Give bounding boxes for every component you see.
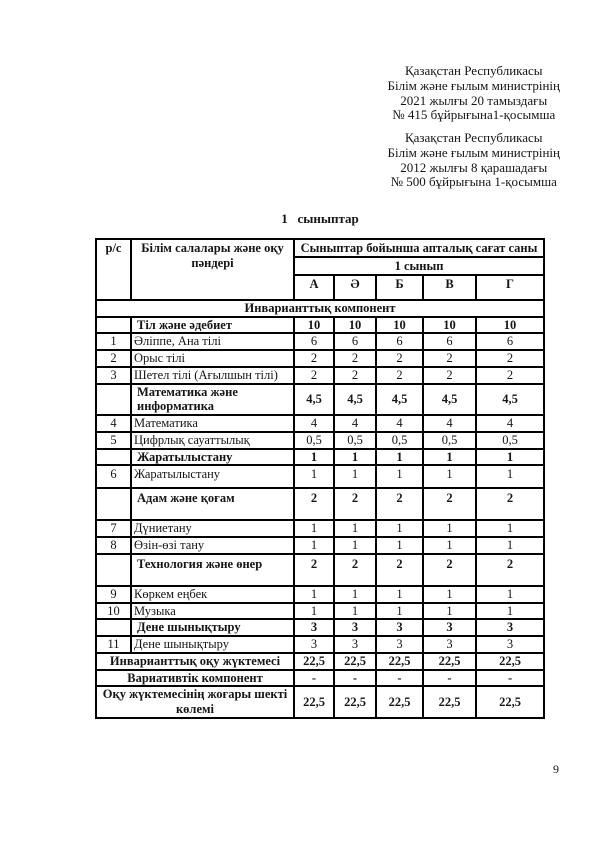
- row-number-cell: 6: [96, 465, 131, 488]
- hours-cell: 2: [476, 488, 544, 520]
- hours-cell: 6: [423, 333, 476, 350]
- row-number-cell: [96, 488, 131, 520]
- hours-cell: 2: [476, 554, 544, 586]
- hours-cell: 1: [294, 449, 334, 466]
- hours-cell: 4: [423, 415, 476, 432]
- hours-cell: -: [476, 670, 544, 687]
- hours-cell: 4,5: [334, 384, 376, 416]
- hours-cell: 1: [476, 449, 544, 466]
- hours-cell: 1: [334, 449, 376, 466]
- subject-cell: Дене шынықтыру: [131, 636, 294, 653]
- table-row: [96, 653, 544, 670]
- annex-line: 2021 жылғы 20 тамыздағы: [400, 92, 548, 108]
- table-row: [96, 432, 544, 449]
- subject-cell: Жаратылыстану: [131, 449, 294, 466]
- hours-cell: 1: [476, 465, 544, 488]
- hours-cell: 3: [376, 619, 423, 636]
- hours-cell: 1: [423, 449, 476, 466]
- hours-cell: 10: [476, 317, 544, 334]
- col-header-span: Сыныптар бойынша апталық сағат саны: [294, 239, 544, 257]
- hours-cell: 1: [294, 537, 334, 554]
- subject-cell: Математика және информатика: [131, 384, 294, 416]
- row-number-cell: [96, 554, 131, 586]
- hours-cell: 1: [334, 520, 376, 537]
- subject-cell: Адам және қоғам: [131, 488, 294, 520]
- hours-cell: 22,5: [334, 653, 376, 670]
- col-header-class-ae: Ә: [334, 275, 376, 300]
- hours-cell: 2: [476, 367, 544, 384]
- curriculum-table: [95, 238, 545, 719]
- subject-cell: Музыка: [131, 603, 294, 620]
- hours-cell: 1: [334, 586, 376, 603]
- hours-cell: 1: [476, 603, 544, 620]
- row-number-cell: 10: [96, 603, 131, 620]
- subject-cell: Көркем еңбек: [131, 586, 294, 603]
- annex-line: Білім және ғылым министрінің: [387, 144, 560, 160]
- hours-cell: 1: [423, 465, 476, 488]
- subject-cell: Тіл және әдебиет: [131, 317, 294, 334]
- table-row: [96, 449, 544, 466]
- hours-cell: 3: [294, 619, 334, 636]
- hours-cell: 2: [294, 350, 334, 367]
- hours-cell: 3: [423, 619, 476, 636]
- hours-cell: 22,5: [376, 686, 423, 718]
- hours-cell: 4,5: [476, 384, 544, 416]
- hours-cell: 4,5: [376, 384, 423, 416]
- row-number-cell: [96, 384, 131, 416]
- hours-cell: 1: [376, 586, 423, 603]
- hours-cell: 10: [376, 317, 423, 334]
- col-header-class-a: А: [294, 275, 334, 300]
- hours-cell: 3: [476, 619, 544, 636]
- hours-cell: 1: [423, 586, 476, 603]
- table-row: [96, 415, 544, 432]
- hours-cell: 2: [423, 350, 476, 367]
- section-banner-row: [96, 300, 544, 317]
- table-row: [96, 586, 544, 603]
- hours-cell: 1: [476, 520, 544, 537]
- annex-line: № 500 бұйрығына 1-қосымша: [390, 174, 557, 190]
- subject-cell: Технология және өнер: [131, 554, 294, 586]
- hours-cell: -: [376, 670, 423, 687]
- hours-cell: 2: [376, 488, 423, 520]
- hours-cell: 1: [294, 603, 334, 620]
- hours-cell: 22,5: [476, 653, 544, 670]
- hours-cell: 0,5: [423, 432, 476, 449]
- table-row: [96, 686, 544, 718]
- row-number-cell: 11: [96, 636, 131, 653]
- total-label-cell: Оқу жүктемесінің жоғары шекті көлемі: [96, 686, 294, 718]
- page-number: 9: [553, 762, 559, 776]
- hours-cell: 6: [334, 333, 376, 350]
- hours-cell: 22,5: [376, 653, 423, 670]
- row-number-cell: 3: [96, 367, 131, 384]
- hours-cell: -: [294, 670, 334, 687]
- row-number-cell: [96, 619, 131, 636]
- hours-cell: -: [423, 670, 476, 687]
- hours-cell: 3: [423, 636, 476, 653]
- table-row: [96, 350, 544, 367]
- annex-note-2: [388, 131, 561, 190]
- hours-cell: 1: [476, 537, 544, 554]
- hours-cell: 10: [294, 317, 334, 334]
- hours-cell: 4,5: [294, 384, 334, 416]
- hours-cell: 22,5: [423, 653, 476, 670]
- hours-cell: 1: [294, 465, 334, 488]
- hours-cell: 22,5: [294, 653, 334, 670]
- col-header-subjects: Білім салалары және оқу пәндері: [131, 239, 294, 300]
- hours-cell: 1: [376, 520, 423, 537]
- row-number-cell: [96, 449, 131, 466]
- row-number-cell: 1: [96, 333, 131, 350]
- header-row-1: [96, 239, 544, 257]
- hours-cell: 4: [476, 415, 544, 432]
- hours-cell: 1: [423, 520, 476, 537]
- total-label-cell: Инварианттық оқу жүктемесі: [96, 653, 294, 670]
- col-header-class-b: Б: [376, 275, 423, 300]
- annex-line: Қазақстан Республикасы: [404, 130, 543, 145]
- hours-cell: 3: [376, 636, 423, 653]
- row-number-cell: 9: [96, 586, 131, 603]
- table-row: [96, 520, 544, 537]
- row-number-cell: 4: [96, 415, 131, 432]
- subject-cell: Жаратылыстану: [131, 465, 294, 488]
- hours-cell: 0,5: [376, 432, 423, 449]
- total-label-cell: Вариативтік компонент: [96, 670, 294, 687]
- hours-cell: 1: [376, 449, 423, 466]
- table-row: [96, 554, 544, 586]
- hours-cell: -: [334, 670, 376, 687]
- annex-line: Білім және ғылым министрінің: [387, 77, 560, 93]
- hours-cell: 4: [376, 415, 423, 432]
- table-row: [96, 619, 544, 636]
- hours-cell: 1: [376, 603, 423, 620]
- subject-cell: Орыс тілі: [131, 350, 294, 367]
- subject-cell: Дүниетану: [131, 520, 294, 537]
- row-number-cell: 7: [96, 520, 131, 537]
- hours-cell: 2: [334, 350, 376, 367]
- table-row: [96, 384, 544, 416]
- table-row: [96, 367, 544, 384]
- section-banner: Инварианттық компонент: [96, 300, 544, 317]
- hours-cell: 4,5: [423, 384, 476, 416]
- hours-cell: 2: [334, 554, 376, 586]
- hours-cell: 0,5: [334, 432, 376, 449]
- table-row: [96, 333, 544, 350]
- table-body: [96, 317, 544, 718]
- page-title: 1 сыныптар: [281, 211, 359, 226]
- table-row: [96, 317, 544, 334]
- hours-cell: 1: [376, 465, 423, 488]
- hours-cell: 2: [423, 488, 476, 520]
- hours-cell: 1: [334, 537, 376, 554]
- hours-cell: 4: [334, 415, 376, 432]
- hours-cell: 3: [334, 636, 376, 653]
- hours-cell: 0,5: [476, 432, 544, 449]
- hours-cell: 0,5: [294, 432, 334, 449]
- hours-cell: 2: [334, 488, 376, 520]
- annex-note-1: [388, 64, 561, 123]
- hours-cell: 1: [423, 603, 476, 620]
- table-row: [96, 537, 544, 554]
- hours-cell: 2: [294, 554, 334, 586]
- hours-cell: 1: [334, 465, 376, 488]
- table-row: [96, 670, 544, 687]
- hours-cell: 1: [294, 520, 334, 537]
- hours-cell: 1: [334, 603, 376, 620]
- hours-cell: 6: [376, 333, 423, 350]
- annex-line: № 415 бұйрығына1-қосымша: [392, 107, 556, 123]
- hours-cell: 3: [476, 636, 544, 653]
- hours-cell: 2: [423, 554, 476, 586]
- annex-line: 2012 жылғы 8 қарашадағы: [400, 159, 548, 175]
- subject-cell: Шетел тілі (Ағылшын тілі): [131, 367, 294, 384]
- subject-cell: Дене шынықтыру: [131, 619, 294, 636]
- hours-cell: 6: [476, 333, 544, 350]
- hours-cell: 2: [376, 554, 423, 586]
- hours-cell: 22,5: [294, 686, 334, 718]
- hours-cell: 2: [423, 367, 476, 384]
- subject-cell: Математика: [131, 415, 294, 432]
- table-row: [96, 465, 544, 488]
- hours-cell: 1: [294, 586, 334, 603]
- subject-cell: Өзін-өзі тану: [131, 537, 294, 554]
- hours-cell: 4: [294, 415, 334, 432]
- row-number-cell: 5: [96, 432, 131, 449]
- hours-cell: 10: [334, 317, 376, 334]
- hours-cell: 2: [294, 488, 334, 520]
- hours-cell: 22,5: [476, 686, 544, 718]
- hours-cell: 2: [476, 350, 544, 367]
- col-header-class-v: В: [423, 275, 476, 300]
- hours-cell: 6: [294, 333, 334, 350]
- annex-line: Қазақстан Республикасы: [404, 63, 543, 78]
- hours-cell: 22,5: [423, 686, 476, 718]
- col-header-class-g: Г: [476, 275, 544, 300]
- hours-cell: 1: [476, 586, 544, 603]
- col-header-rs: р/с: [96, 239, 131, 300]
- hours-cell: 2: [376, 367, 423, 384]
- row-number-cell: 2: [96, 350, 131, 367]
- hours-cell: 3: [334, 619, 376, 636]
- col-header-grade: 1 сынып: [294, 257, 544, 275]
- subject-cell: Цифрлық сауаттылық: [131, 432, 294, 449]
- hours-cell: 1: [376, 537, 423, 554]
- table-row: [96, 603, 544, 620]
- hours-cell: 10: [423, 317, 476, 334]
- table-row: [96, 636, 544, 653]
- hours-cell: 2: [294, 367, 334, 384]
- hours-cell: 3: [294, 636, 334, 653]
- subject-cell: Әліппе, Ана тілі: [131, 333, 294, 350]
- row-number-cell: 8: [96, 537, 131, 554]
- hours-cell: 22,5: [334, 686, 376, 718]
- hours-cell: 1: [423, 537, 476, 554]
- row-number-cell: [96, 317, 131, 334]
- hours-cell: 2: [376, 350, 423, 367]
- hours-cell: 2: [334, 367, 376, 384]
- table-row: [96, 488, 544, 520]
